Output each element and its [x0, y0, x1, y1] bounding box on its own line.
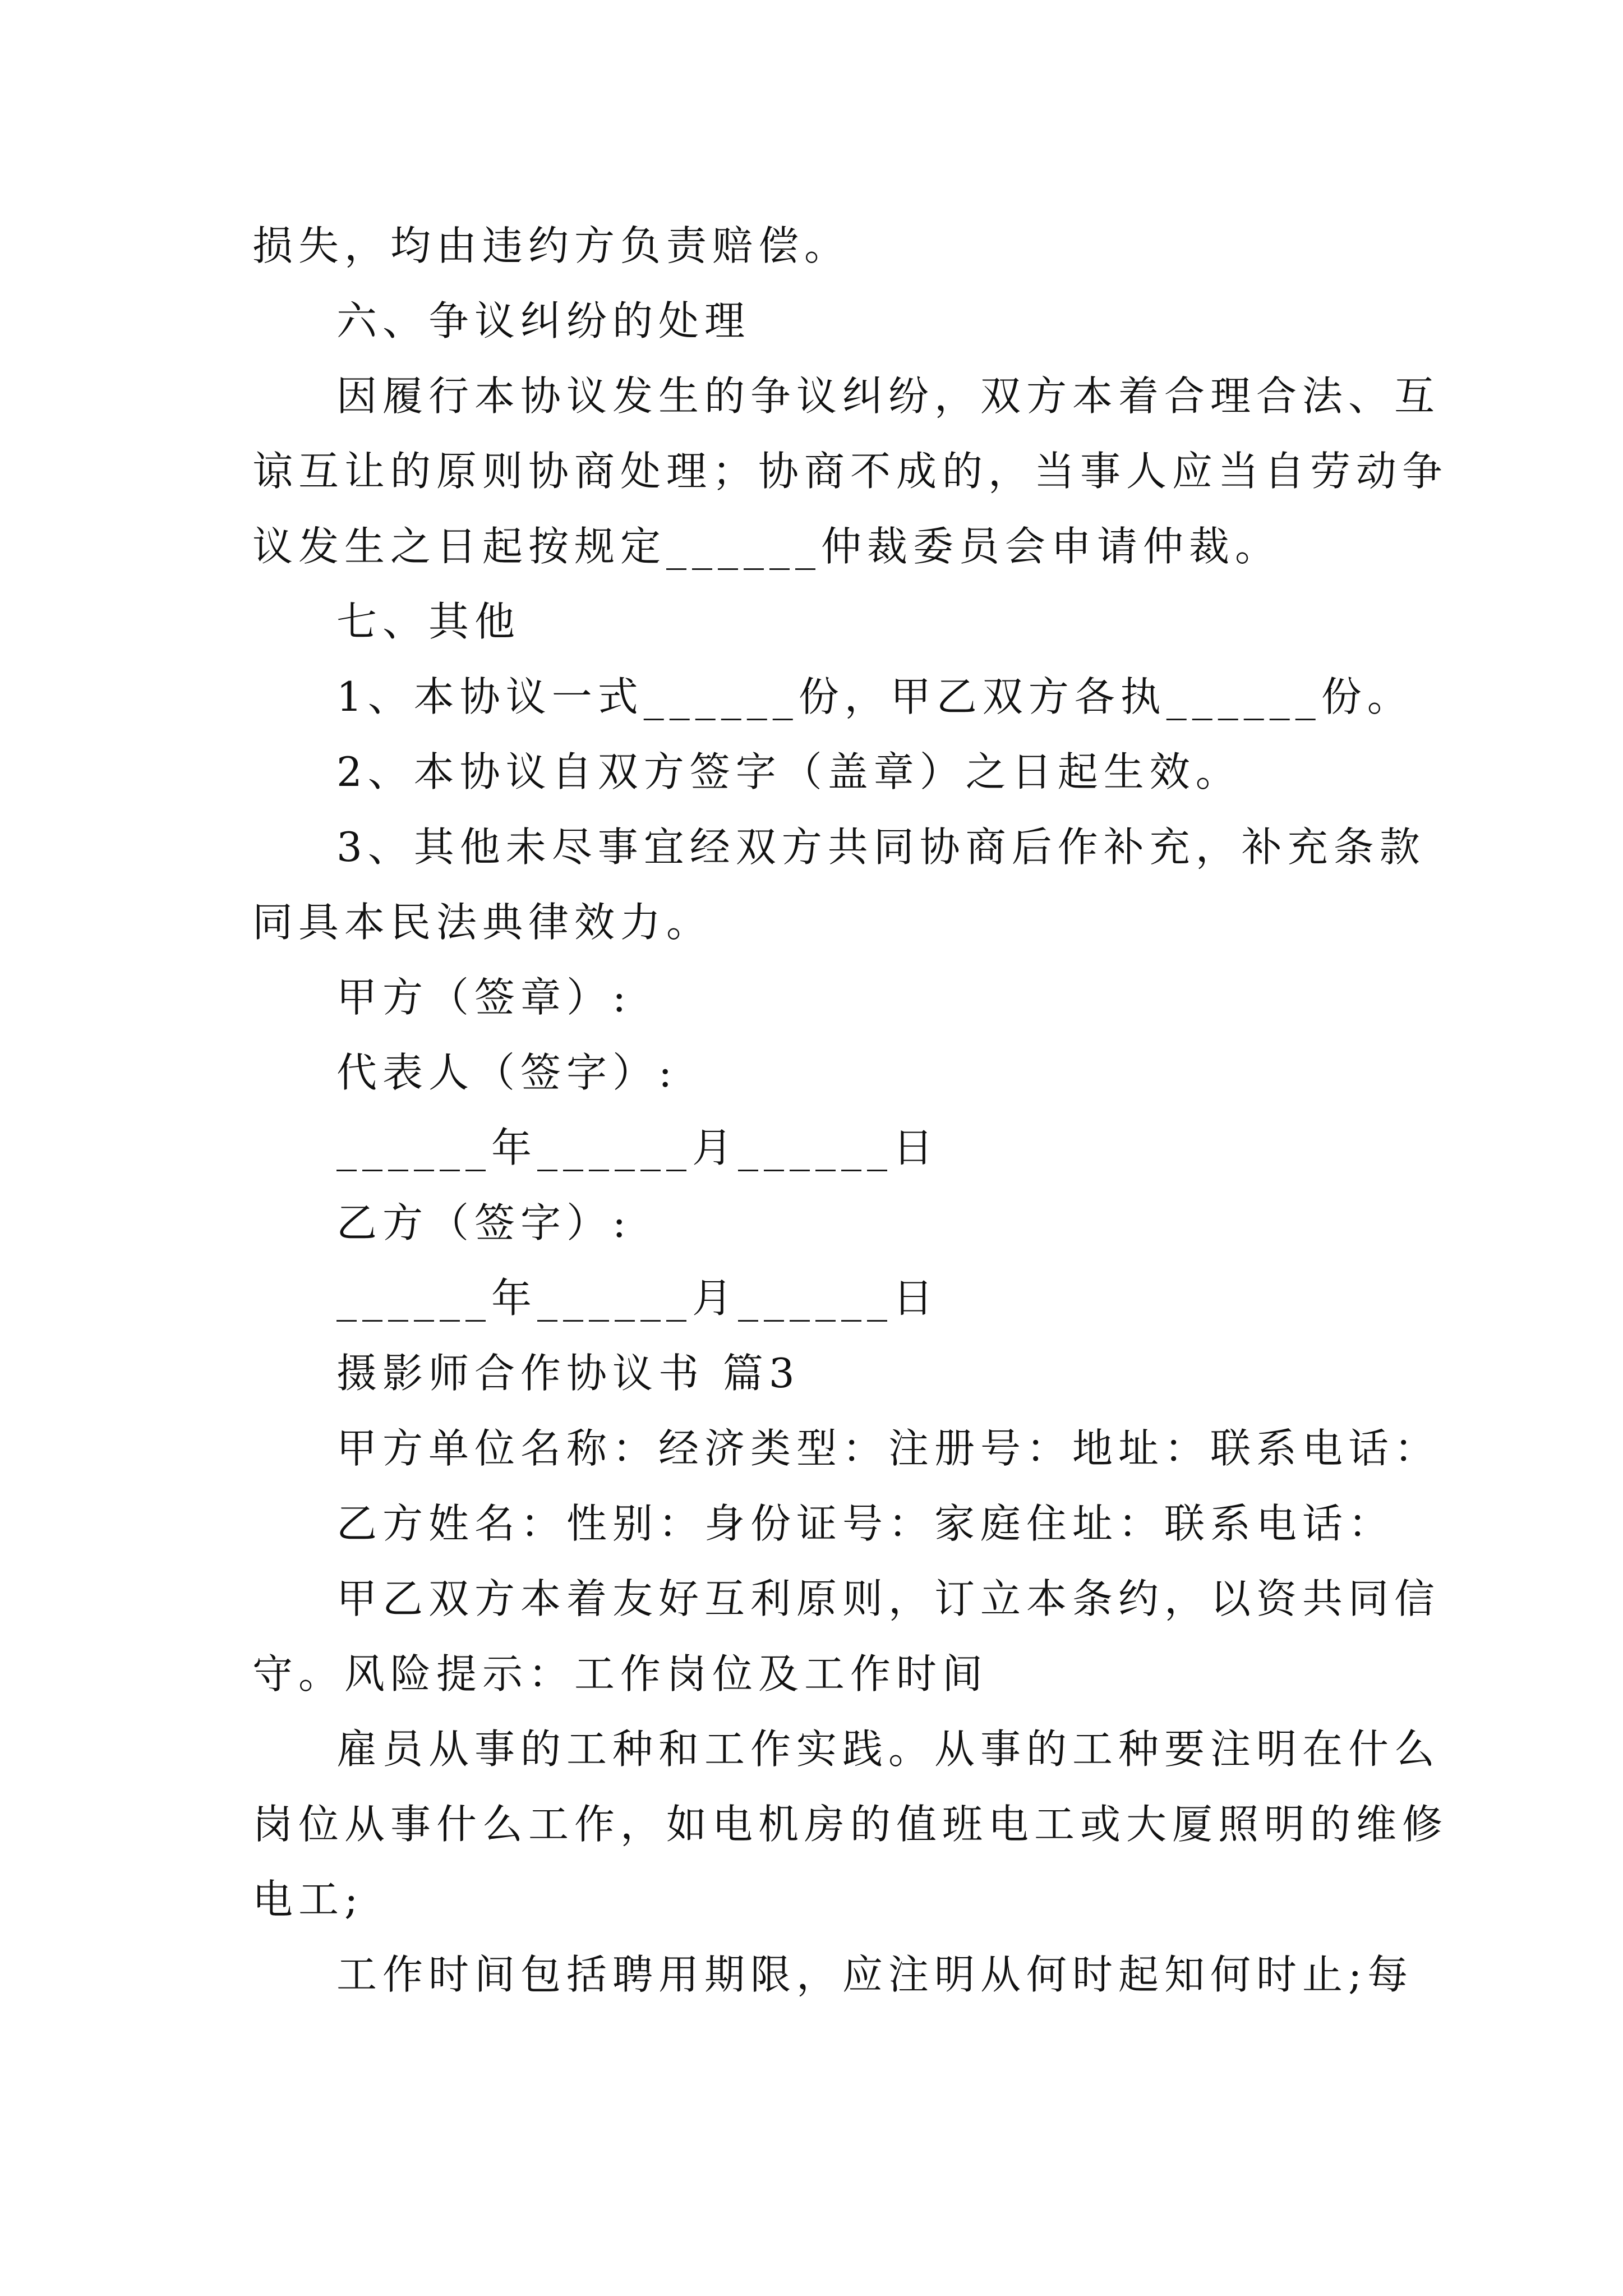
- text-line: 同具本民法典律效力。: [252, 899, 713, 946]
- text-line: 损失，均由违约方负责赔偿。: [252, 222, 851, 269]
- section-heading: 七、其他: [336, 598, 521, 645]
- text-line: 谅互让的原则协商处理；协商不成的，当事人应当自劳动争: [252, 448, 1449, 495]
- date-line: ______年______月______日: [336, 1274, 939, 1322]
- section-heading: 六、争议纠纷的处理: [336, 297, 751, 344]
- text-line: 雇员从事的工种和工作实践。从事的工种要注明在什么: [336, 1726, 1441, 1773]
- text-line: 电工;: [252, 1876, 364, 1923]
- text-line: 工作时间包括聘用期限，应注明从何时起知何时止;每: [336, 1951, 1414, 1998]
- text-line: 2、本协议自双方签字（盖章）之日起生效。: [336, 748, 1242, 795]
- text-line: 守。风险提示：工作岗位及工作时间: [252, 1650, 989, 1697]
- text-line: 因履行本协议发生的争议纠纷，双方本着合理合法、互: [336, 372, 1441, 420]
- text-line: 乙方姓名：性别：身份证号：家庭住址：联系电话：: [336, 1500, 1395, 1547]
- text-line: 岗位从事什么工作，如电机房的值班电工或大厦照明的维修: [252, 1801, 1449, 1848]
- signature-representative: 代表人（签字）:: [336, 1049, 678, 1096]
- text-line: 甲方单位名称：经济类型：注册号：地址：联系电话：: [336, 1425, 1441, 1472]
- signature-party-b: 乙方（签字）:: [336, 1199, 632, 1246]
- text-line: 1、本协议一式______份，甲乙双方各执______份。: [336, 673, 1413, 720]
- section-title: 摄影师合作协议书 篇3: [336, 1350, 800, 1397]
- signature-party-a: 甲方（签章）:: [336, 974, 632, 1021]
- date-line: ______年______月______日: [336, 1124, 939, 1171]
- text-line: 议发生之日起按规定______仲裁委员会申请仲裁。: [252, 523, 1281, 570]
- text-line: 3、其他未尽事宜经双方共同协商后作补充，补充条款: [336, 823, 1426, 871]
- text-line: 甲乙双方本着友好互利原则，订立本条约，以资共同信: [336, 1575, 1441, 1622]
